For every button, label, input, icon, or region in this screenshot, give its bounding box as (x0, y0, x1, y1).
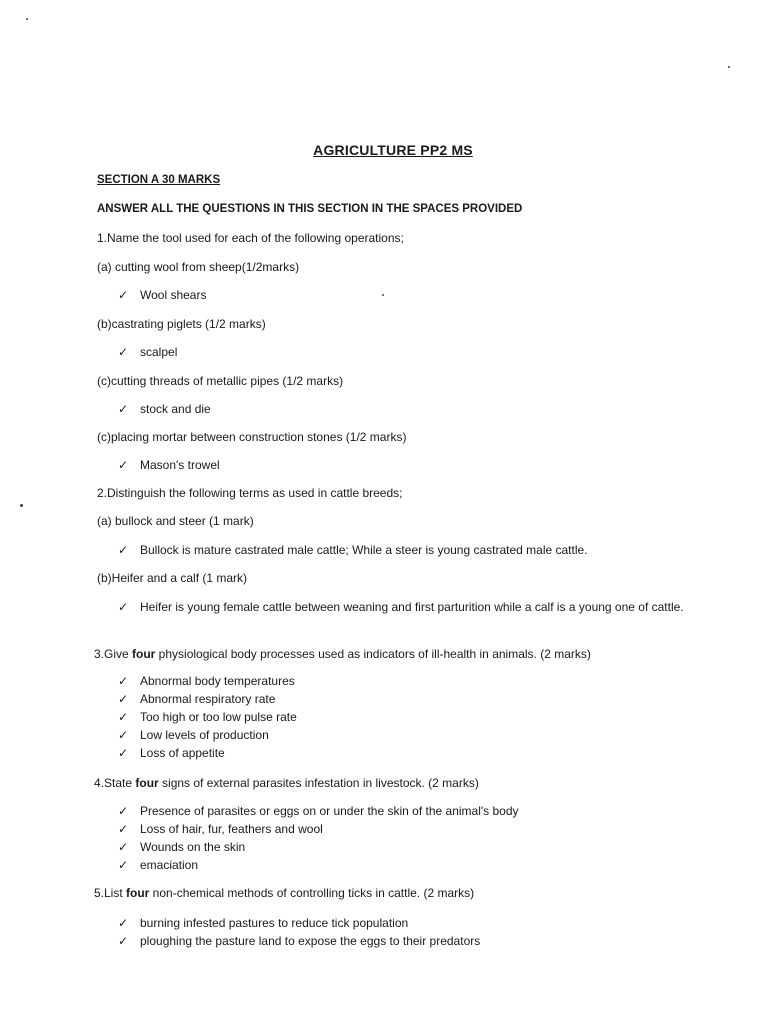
answer-text: Bullock is mature castrated male cattle; While a steer is young castrated male cattle. (140, 543, 588, 557)
answer-text: ploughing the pasture land to expose the eggs to their predators (140, 934, 481, 948)
answer-1a (118, 286, 206, 304)
stem-text: non-chemical methods of controlling ticks in cattle. (2 marks) (149, 886, 475, 900)
answer-list-3 (118, 672, 297, 762)
list-item (118, 914, 480, 932)
list-item (118, 690, 297, 708)
section-instruction: ANSWER ALL THE QUESTIONS IN THIS SECTION IN THE SPACES PROVIDED (97, 203, 523, 215)
answer-text: stock and die (140, 402, 211, 416)
check-icon: ✓ (118, 822, 129, 836)
check-icon: ✓ (118, 600, 129, 614)
list-item (118, 708, 297, 726)
stem-text: signs of external parasites infestation in livestock. (2 marks) (158, 776, 479, 790)
answer-text: Wounds on the skin (140, 840, 246, 854)
answer-text: Low levels of production (140, 728, 269, 742)
stem-text: 4.State (94, 776, 136, 790)
question-5-stem (94, 886, 474, 900)
check-icon: ✓ (118, 402, 129, 416)
check-icon: ✓ (118, 916, 129, 930)
answer-text: Too high or too low pulse rate (140, 710, 297, 724)
list-item (118, 726, 297, 744)
list-item (118, 838, 519, 856)
scan-speck (26, 18, 28, 20)
document-title: AGRICULTURE PP2 MS (313, 142, 473, 158)
question-2b: (b)Heifer and a calf (1 mark) (97, 571, 248, 585)
check-icon: ✓ (118, 458, 129, 472)
question-1d: (c)placing mortar between construction stones (1/2 marks) (97, 430, 407, 444)
list-item (118, 744, 297, 762)
check-icon: ✓ (118, 746, 129, 760)
question-1a: (a) cutting wool from sheep(1/2marks) (97, 260, 300, 274)
answer-text: Abnormal body temperatures (140, 674, 295, 688)
answer-2a (118, 541, 588, 559)
answer-text: Loss of appetite (140, 746, 225, 760)
answer-text: Abnormal respiratory rate (140, 692, 276, 706)
scan-speck (728, 66, 730, 68)
stem-text: 5.List (94, 886, 127, 900)
question-1c: (c)cutting threads of metallic pipes (1/2 marks) (97, 374, 344, 388)
answer-text: emaciation (140, 858, 199, 872)
list-item (118, 932, 480, 950)
scan-speck (20, 504, 23, 507)
check-icon: ✓ (118, 288, 129, 302)
check-icon: ✓ (118, 840, 129, 854)
list-item (118, 820, 519, 838)
answer-list-4 (118, 802, 519, 874)
check-icon: ✓ (118, 674, 129, 688)
question-1-stem: 1.Name the tool used for each of the following operations; (97, 231, 404, 245)
check-icon: ✓ (118, 692, 129, 706)
question-2a: (a) bullock and steer (1 mark) (97, 514, 254, 528)
answer-text: Wool shears (140, 288, 207, 302)
check-icon: ✓ (118, 804, 129, 818)
check-icon: ✓ (118, 934, 129, 948)
question-4-stem (94, 776, 479, 790)
check-icon: ✓ (118, 345, 129, 359)
question-2-stem: 2.Distinguish the following terms as used in cattle breeds; (97, 486, 403, 500)
answer-text: burning infested pastures to reduce tick population (140, 916, 409, 930)
answer-1c (118, 400, 211, 418)
check-icon: ✓ (118, 710, 129, 724)
answer-text: Heifer is young female cattle between weaning and first parturition while a calf is a young one of cattle. (140, 600, 684, 614)
list-item (118, 672, 297, 690)
section-heading: SECTION A 30 MARKS (97, 174, 221, 186)
answer-list-5 (118, 914, 480, 950)
list-item (118, 856, 519, 874)
check-icon: ✓ (118, 543, 129, 557)
stem-text: 3.Give (94, 647, 133, 661)
check-icon: ✓ (118, 858, 129, 872)
stem-emphasis: four (135, 776, 159, 790)
answer-text: scalpel (140, 345, 178, 359)
stem-emphasis: four (132, 647, 156, 661)
stem-emphasis: four (126, 886, 150, 900)
answer-1b (118, 343, 177, 361)
answer-text: Mason's trowel (140, 458, 220, 472)
answer-2b (118, 598, 700, 616)
question-1b: (b)castrating piglets (1/2 marks) (97, 317, 266, 331)
answer-text: Presence of parasites or eggs on or under the skin of the animal's body (140, 804, 519, 818)
answer-text: Loss of hair, fur, feathers and wool (140, 822, 323, 836)
check-icon: ✓ (118, 728, 129, 742)
answer-1d (118, 456, 220, 474)
question-3-stem (94, 647, 591, 661)
stem-text: physiological body processes used as indicators of ill-health in animals. (2 marks) (155, 647, 591, 661)
scan-speck (382, 294, 384, 296)
list-item (118, 802, 519, 820)
